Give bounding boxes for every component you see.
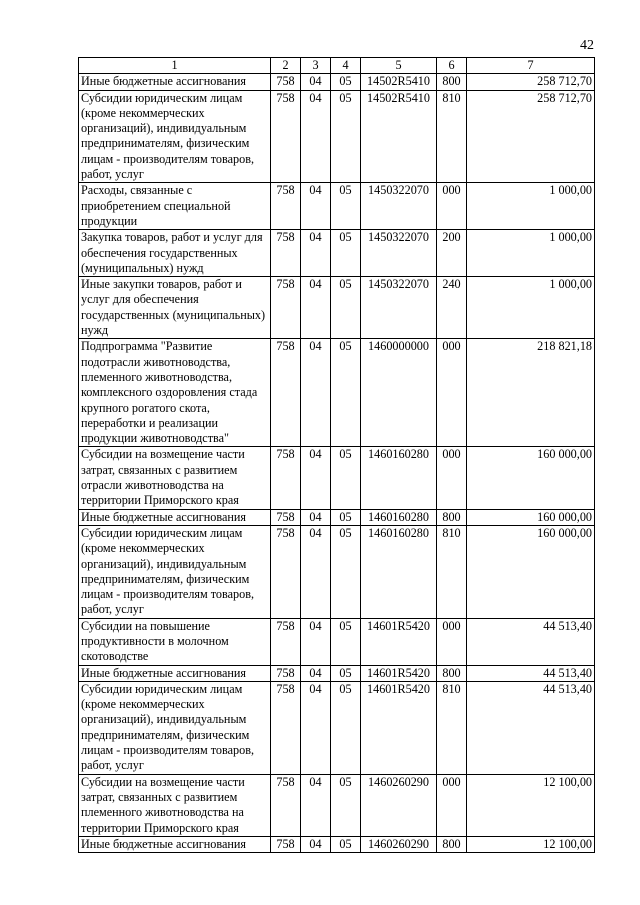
- row-code-cell: 758: [271, 509, 301, 525]
- row-code-cell: 04: [301, 447, 331, 509]
- row-name-cell: Иные закупки товаров, работ и услуг для обеспечения государственных (муниципальных) нужд: [79, 277, 271, 339]
- row-code-cell: 05: [331, 74, 361, 90]
- table-row: [79, 525, 595, 618]
- row-amount-cell: 1 000,00: [467, 183, 595, 230]
- row-code-cell: 800: [437, 509, 467, 525]
- row-code-cell: 14601R5420: [361, 681, 437, 774]
- table-row: [79, 74, 595, 90]
- row-amount-cell: 160 000,00: [467, 525, 595, 618]
- row-code-cell: 04: [301, 681, 331, 774]
- row-code-cell: 05: [331, 525, 361, 618]
- row-amount-cell: 44 513,40: [467, 618, 595, 665]
- column-header: 6: [437, 58, 467, 74]
- row-code-cell: 200: [437, 230, 467, 277]
- column-header: 5: [361, 58, 437, 74]
- table-body: [79, 74, 595, 853]
- row-code-cell: 04: [301, 665, 331, 681]
- column-header: 4: [331, 58, 361, 74]
- row-code-cell: 1460260290: [361, 836, 437, 852]
- row-code-cell: 800: [437, 665, 467, 681]
- table-row: [79, 447, 595, 509]
- row-code-cell: 758: [271, 447, 301, 509]
- row-code-cell: 04: [301, 774, 331, 836]
- table-row: [79, 90, 595, 183]
- row-name-cell: Иные бюджетные ассигнования: [79, 74, 271, 90]
- row-amount-cell: 44 513,40: [467, 681, 595, 774]
- row-code-cell: 758: [271, 665, 301, 681]
- row-name-cell: Иные бюджетные ассигнования: [79, 509, 271, 525]
- row-code-cell: 05: [331, 509, 361, 525]
- row-code-cell: 05: [331, 681, 361, 774]
- row-amount-cell: 44 513,40: [467, 665, 595, 681]
- row-code-cell: 05: [331, 447, 361, 509]
- row-code-cell: 1450322070: [361, 183, 437, 230]
- row-code-cell: 758: [271, 183, 301, 230]
- row-code-cell: 14601R5420: [361, 618, 437, 665]
- table-row: [79, 509, 595, 525]
- row-code-cell: 05: [331, 774, 361, 836]
- row-code-cell: 04: [301, 183, 331, 230]
- row-amount-cell: 12 100,00: [467, 836, 595, 852]
- row-name-cell: Расходы, связанные с приобретением специальной продукции: [79, 183, 271, 230]
- row-code-cell: 810: [437, 525, 467, 618]
- row-code-cell: 04: [301, 277, 331, 339]
- row-amount-cell: 12 100,00: [467, 774, 595, 836]
- row-code-cell: 1460000000: [361, 339, 437, 447]
- row-code-cell: 05: [331, 230, 361, 277]
- column-header: 3: [301, 58, 331, 74]
- row-code-cell: 04: [301, 74, 331, 90]
- row-amount-cell: 160 000,00: [467, 509, 595, 525]
- row-name-cell: Закупка товаров, работ и услуг для обеспечения государственных (муниципальных) нужд: [79, 230, 271, 277]
- row-name-cell: Иные бюджетные ассигнования: [79, 836, 271, 852]
- row-code-cell: 000: [437, 774, 467, 836]
- row-code-cell: 758: [271, 90, 301, 183]
- row-name-cell: Субсидии на возмещение части затрат, связанных с развитием племенного животноводства на территории Приморского края: [79, 774, 271, 836]
- row-amount-cell: 258 712,70: [467, 90, 595, 183]
- table-row: [79, 277, 595, 339]
- row-code-cell: 1460260290: [361, 774, 437, 836]
- table-header-row: [79, 58, 595, 74]
- page-number: 42: [580, 38, 594, 53]
- row-code-cell: 758: [271, 836, 301, 852]
- table-row: [79, 681, 595, 774]
- row-code-cell: 04: [301, 509, 331, 525]
- row-name-cell: Субсидии юридическим лицам (кроме некоммерческих организаций), индивидуальным предпринимателям, физическим лицам - производителям товаров, работ, услуг: [79, 525, 271, 618]
- row-code-cell: 04: [301, 618, 331, 665]
- row-code-cell: 14502R5410: [361, 74, 437, 90]
- row-code-cell: 800: [437, 836, 467, 852]
- row-name-cell: Субсидии юридическим лицам (кроме некоммерческих организаций), индивидуальным предпринимателям, физическим лицам - производителям товаров, работ, услуг: [79, 90, 271, 183]
- row-code-cell: 000: [437, 183, 467, 230]
- row-code-cell: 04: [301, 339, 331, 447]
- row-code-cell: 1460160280: [361, 525, 437, 618]
- row-code-cell: 04: [301, 525, 331, 618]
- row-name-cell: Субсидии юридическим лицам (кроме некоммерческих организаций), индивидуальным предпринимателям, физическим лицам - производителям товаров, работ, услуг: [79, 681, 271, 774]
- row-code-cell: 05: [331, 277, 361, 339]
- row-code-cell: 1460160280: [361, 509, 437, 525]
- row-amount-cell: 160 000,00: [467, 447, 595, 509]
- column-header: 1: [79, 58, 271, 74]
- row-code-cell: 1450322070: [361, 277, 437, 339]
- row-amount-cell: 1 000,00: [467, 230, 595, 277]
- row-name-cell: Иные бюджетные ассигнования: [79, 665, 271, 681]
- table-row: [79, 339, 595, 447]
- row-code-cell: 758: [271, 525, 301, 618]
- row-code-cell: 14502R5410: [361, 90, 437, 183]
- row-code-cell: 05: [331, 90, 361, 183]
- row-name-cell: Подпрограмма "Развитие подотрасли животноводства, племенного животноводства, комплексного оздоровления стада крупного рогатого скота, переработки и реализации продукции животноводства": [79, 339, 271, 447]
- row-code-cell: 05: [331, 339, 361, 447]
- row-code-cell: 04: [301, 836, 331, 852]
- row-code-cell: 05: [331, 836, 361, 852]
- row-name-cell: Субсидии на возмещение части затрат, связанных с развитием отрасли животноводства на территории Приморского края: [79, 447, 271, 509]
- column-header: 7: [467, 58, 595, 74]
- row-code-cell: 758: [271, 618, 301, 665]
- row-amount-cell: 1 000,00: [467, 277, 595, 339]
- row-code-cell: 240: [437, 277, 467, 339]
- table-row: [79, 774, 595, 836]
- row-code-cell: 04: [301, 230, 331, 277]
- row-code-cell: 000: [437, 618, 467, 665]
- row-name-cell: Субсидии на повышение продуктивности в молочном скотоводстве: [79, 618, 271, 665]
- row-code-cell: 800: [437, 74, 467, 90]
- row-code-cell: 05: [331, 183, 361, 230]
- row-code-cell: 758: [271, 277, 301, 339]
- table-row: [79, 183, 595, 230]
- row-code-cell: 000: [437, 447, 467, 509]
- row-amount-cell: 218 821,18: [467, 339, 595, 447]
- table-row: [79, 230, 595, 277]
- row-code-cell: 758: [271, 74, 301, 90]
- row-code-cell: 1460160280: [361, 447, 437, 509]
- row-amount-cell: 258 712,70: [467, 74, 595, 90]
- table-row: [79, 618, 595, 665]
- row-code-cell: 04: [301, 90, 331, 183]
- table-row: [79, 836, 595, 852]
- row-code-cell: 758: [271, 230, 301, 277]
- row-code-cell: 758: [271, 681, 301, 774]
- row-code-cell: 14601R5420: [361, 665, 437, 681]
- row-code-cell: 758: [271, 774, 301, 836]
- row-code-cell: 810: [437, 90, 467, 183]
- table-row: [79, 665, 595, 681]
- column-header: 2: [271, 58, 301, 74]
- row-code-cell: 810: [437, 681, 467, 774]
- row-code-cell: 1450322070: [361, 230, 437, 277]
- row-code-cell: 758: [271, 339, 301, 447]
- row-code-cell: 05: [331, 665, 361, 681]
- budget-table: [78, 57, 595, 853]
- row-code-cell: 000: [437, 339, 467, 447]
- row-code-cell: 05: [331, 618, 361, 665]
